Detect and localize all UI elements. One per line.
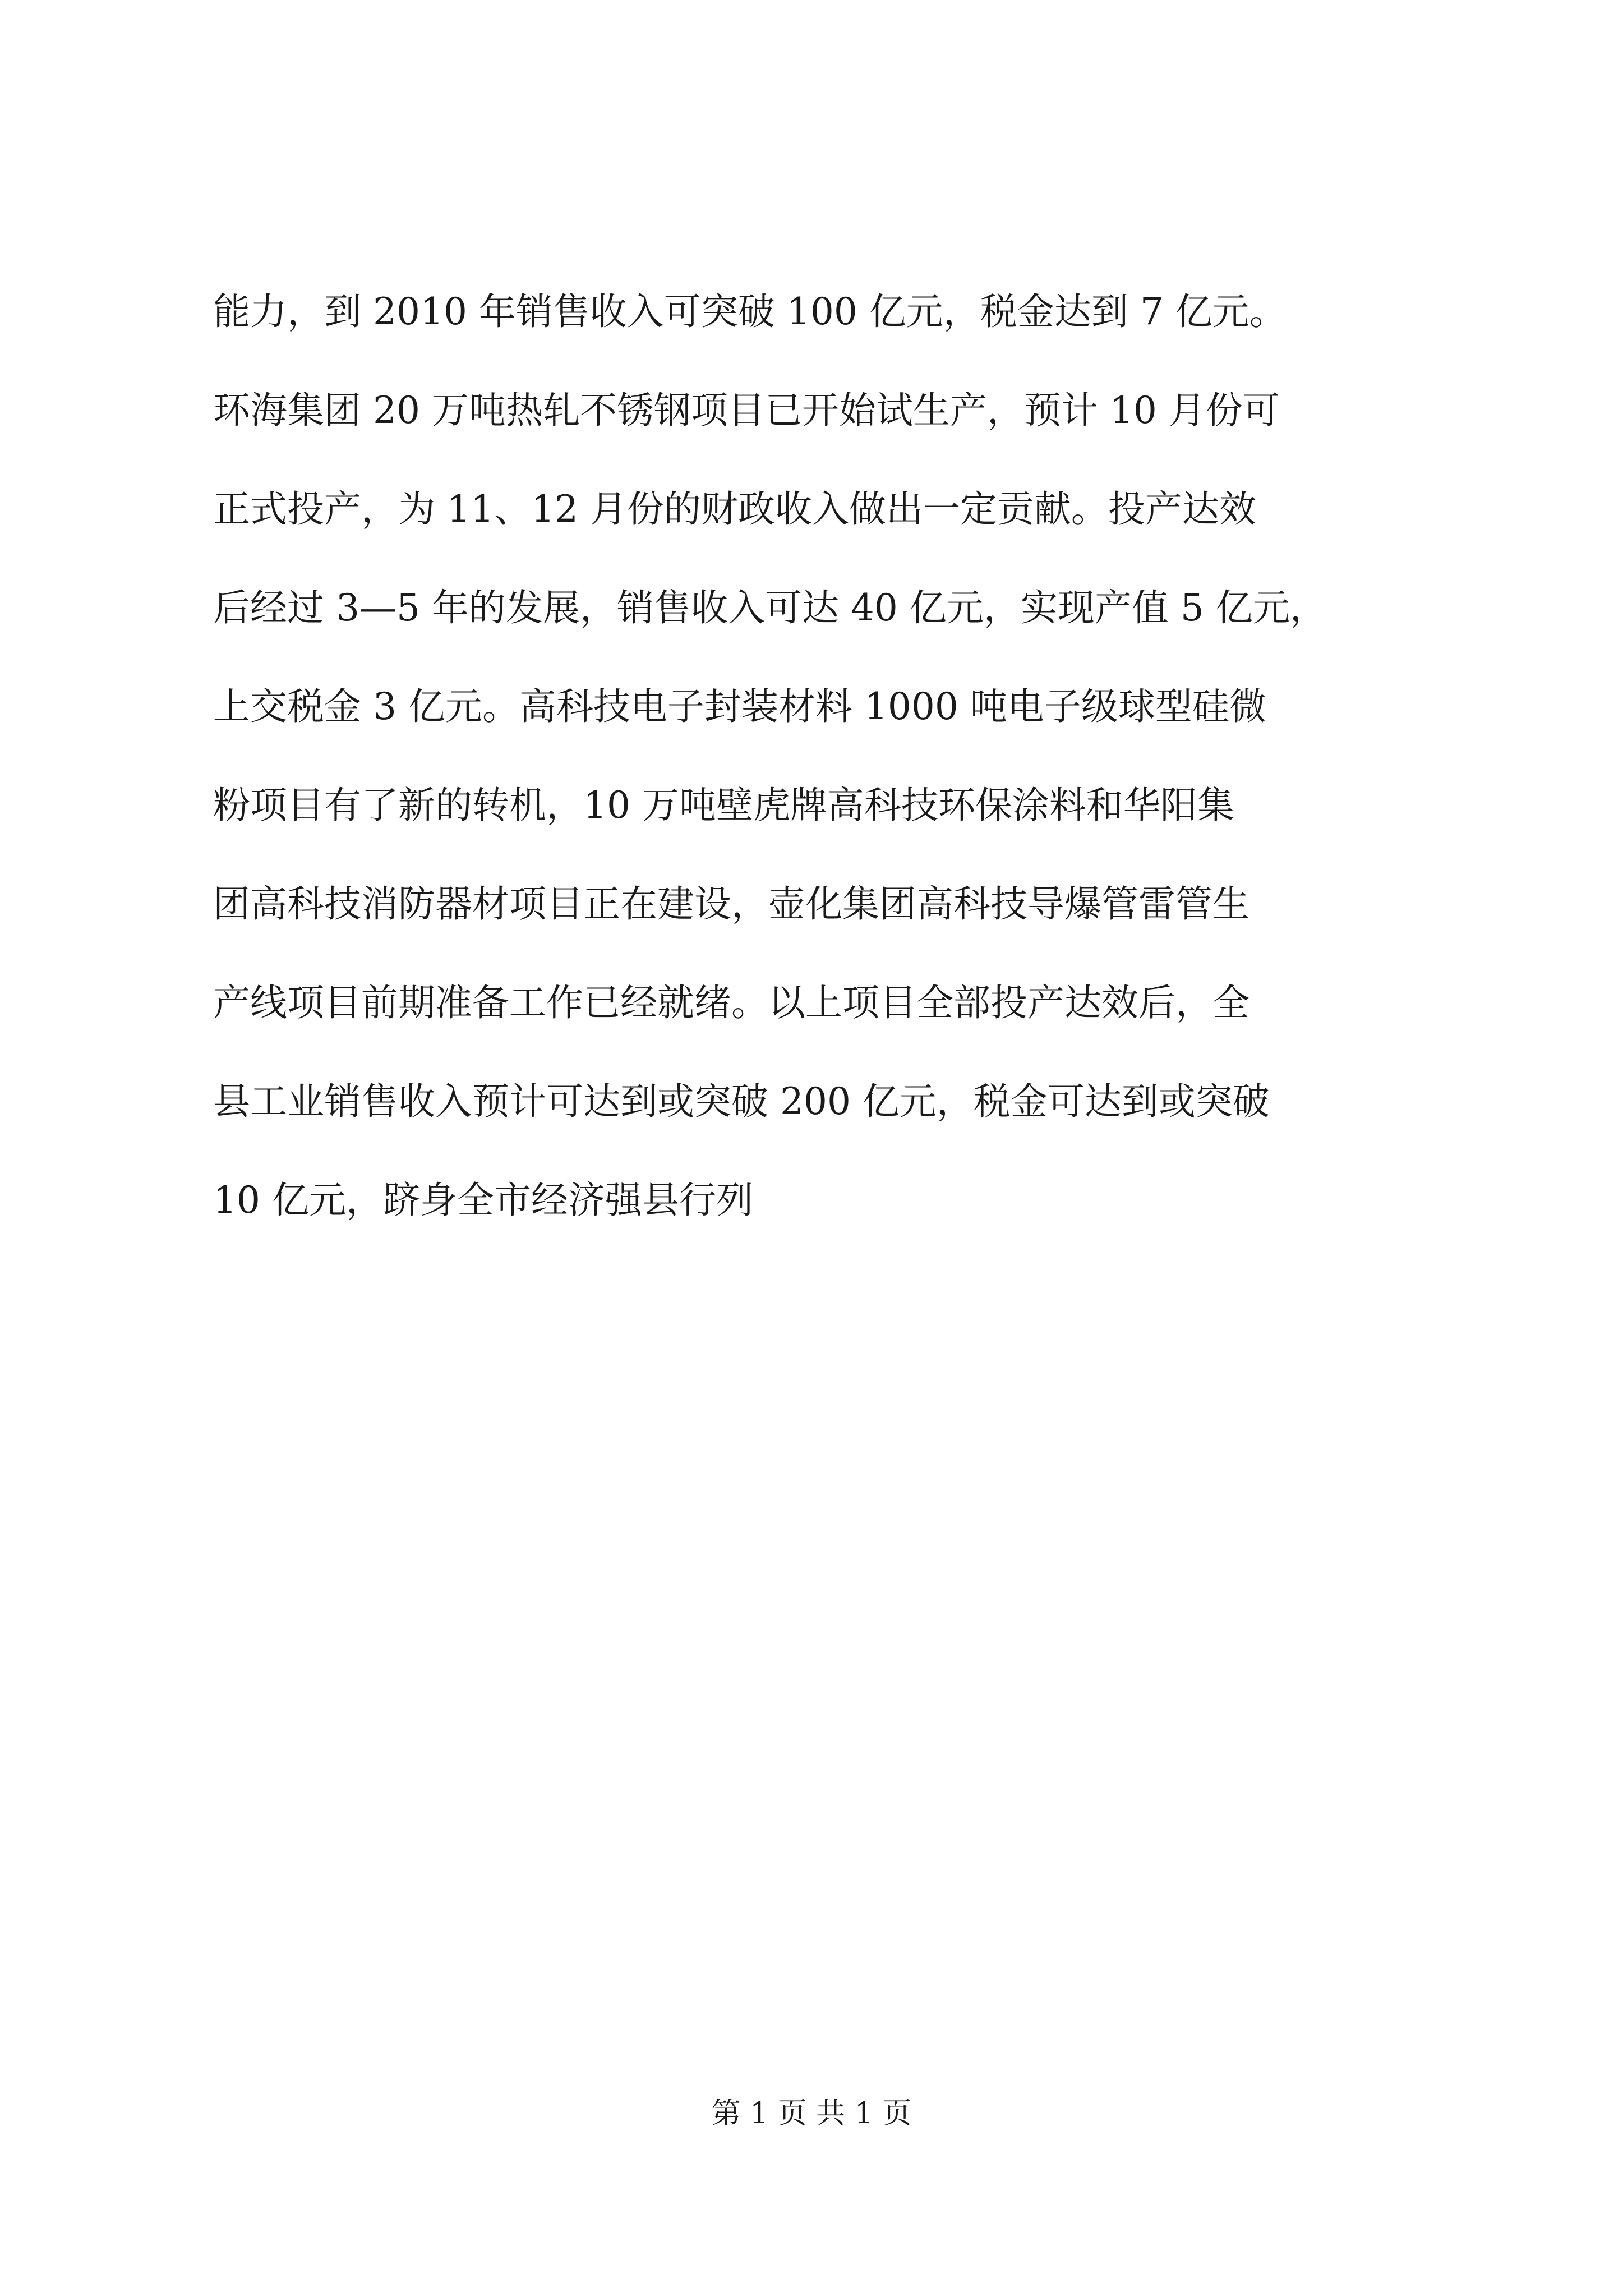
- text-line: 10 亿元，跻身全市经济强县行列: [213, 1179, 753, 1222]
- text-line: 能力，到 2010 年销售收入可突破 100 亿元，税金达到 7 亿元。: [213, 290, 1287, 333]
- body-paragraph: [213, 263, 1436, 1250]
- text-line: 环海集团 20 万吨热轧不锈钢项目已开始试生产，预计 10 月份可: [213, 389, 1280, 432]
- text-line: 粉项目有了新的转机，10 万吨壁虎牌高科技环保涂料和华阳集: [213, 784, 1234, 827]
- text-line: 县工业销售收入预计可达到或突破 200 亿元，税金可达到或突破: [213, 1080, 1270, 1123]
- page-number-footer: 第 1 页 共 1 页: [711, 2097, 912, 2131]
- text-line: 团高科技消防器材项目正在建设，壶化集团高科技导爆管雷管生: [213, 882, 1249, 926]
- text-line: 后经过 3—5 年的发展，销售收入可达 40 亿元，实现产值 5 亿元，: [213, 586, 1327, 629]
- text-line: 产线项目前期准备工作已经就绪。以上项目全部投产达效后，全: [213, 981, 1249, 1024]
- text-line: 正式投产，为 11、12 月份的财政收入做出一定贡献。投产达效: [213, 487, 1256, 531]
- text-line: 上交税金 3 亿元。高科技电子封装材料 1000 吨电子级球型硅微: [213, 685, 1266, 728]
